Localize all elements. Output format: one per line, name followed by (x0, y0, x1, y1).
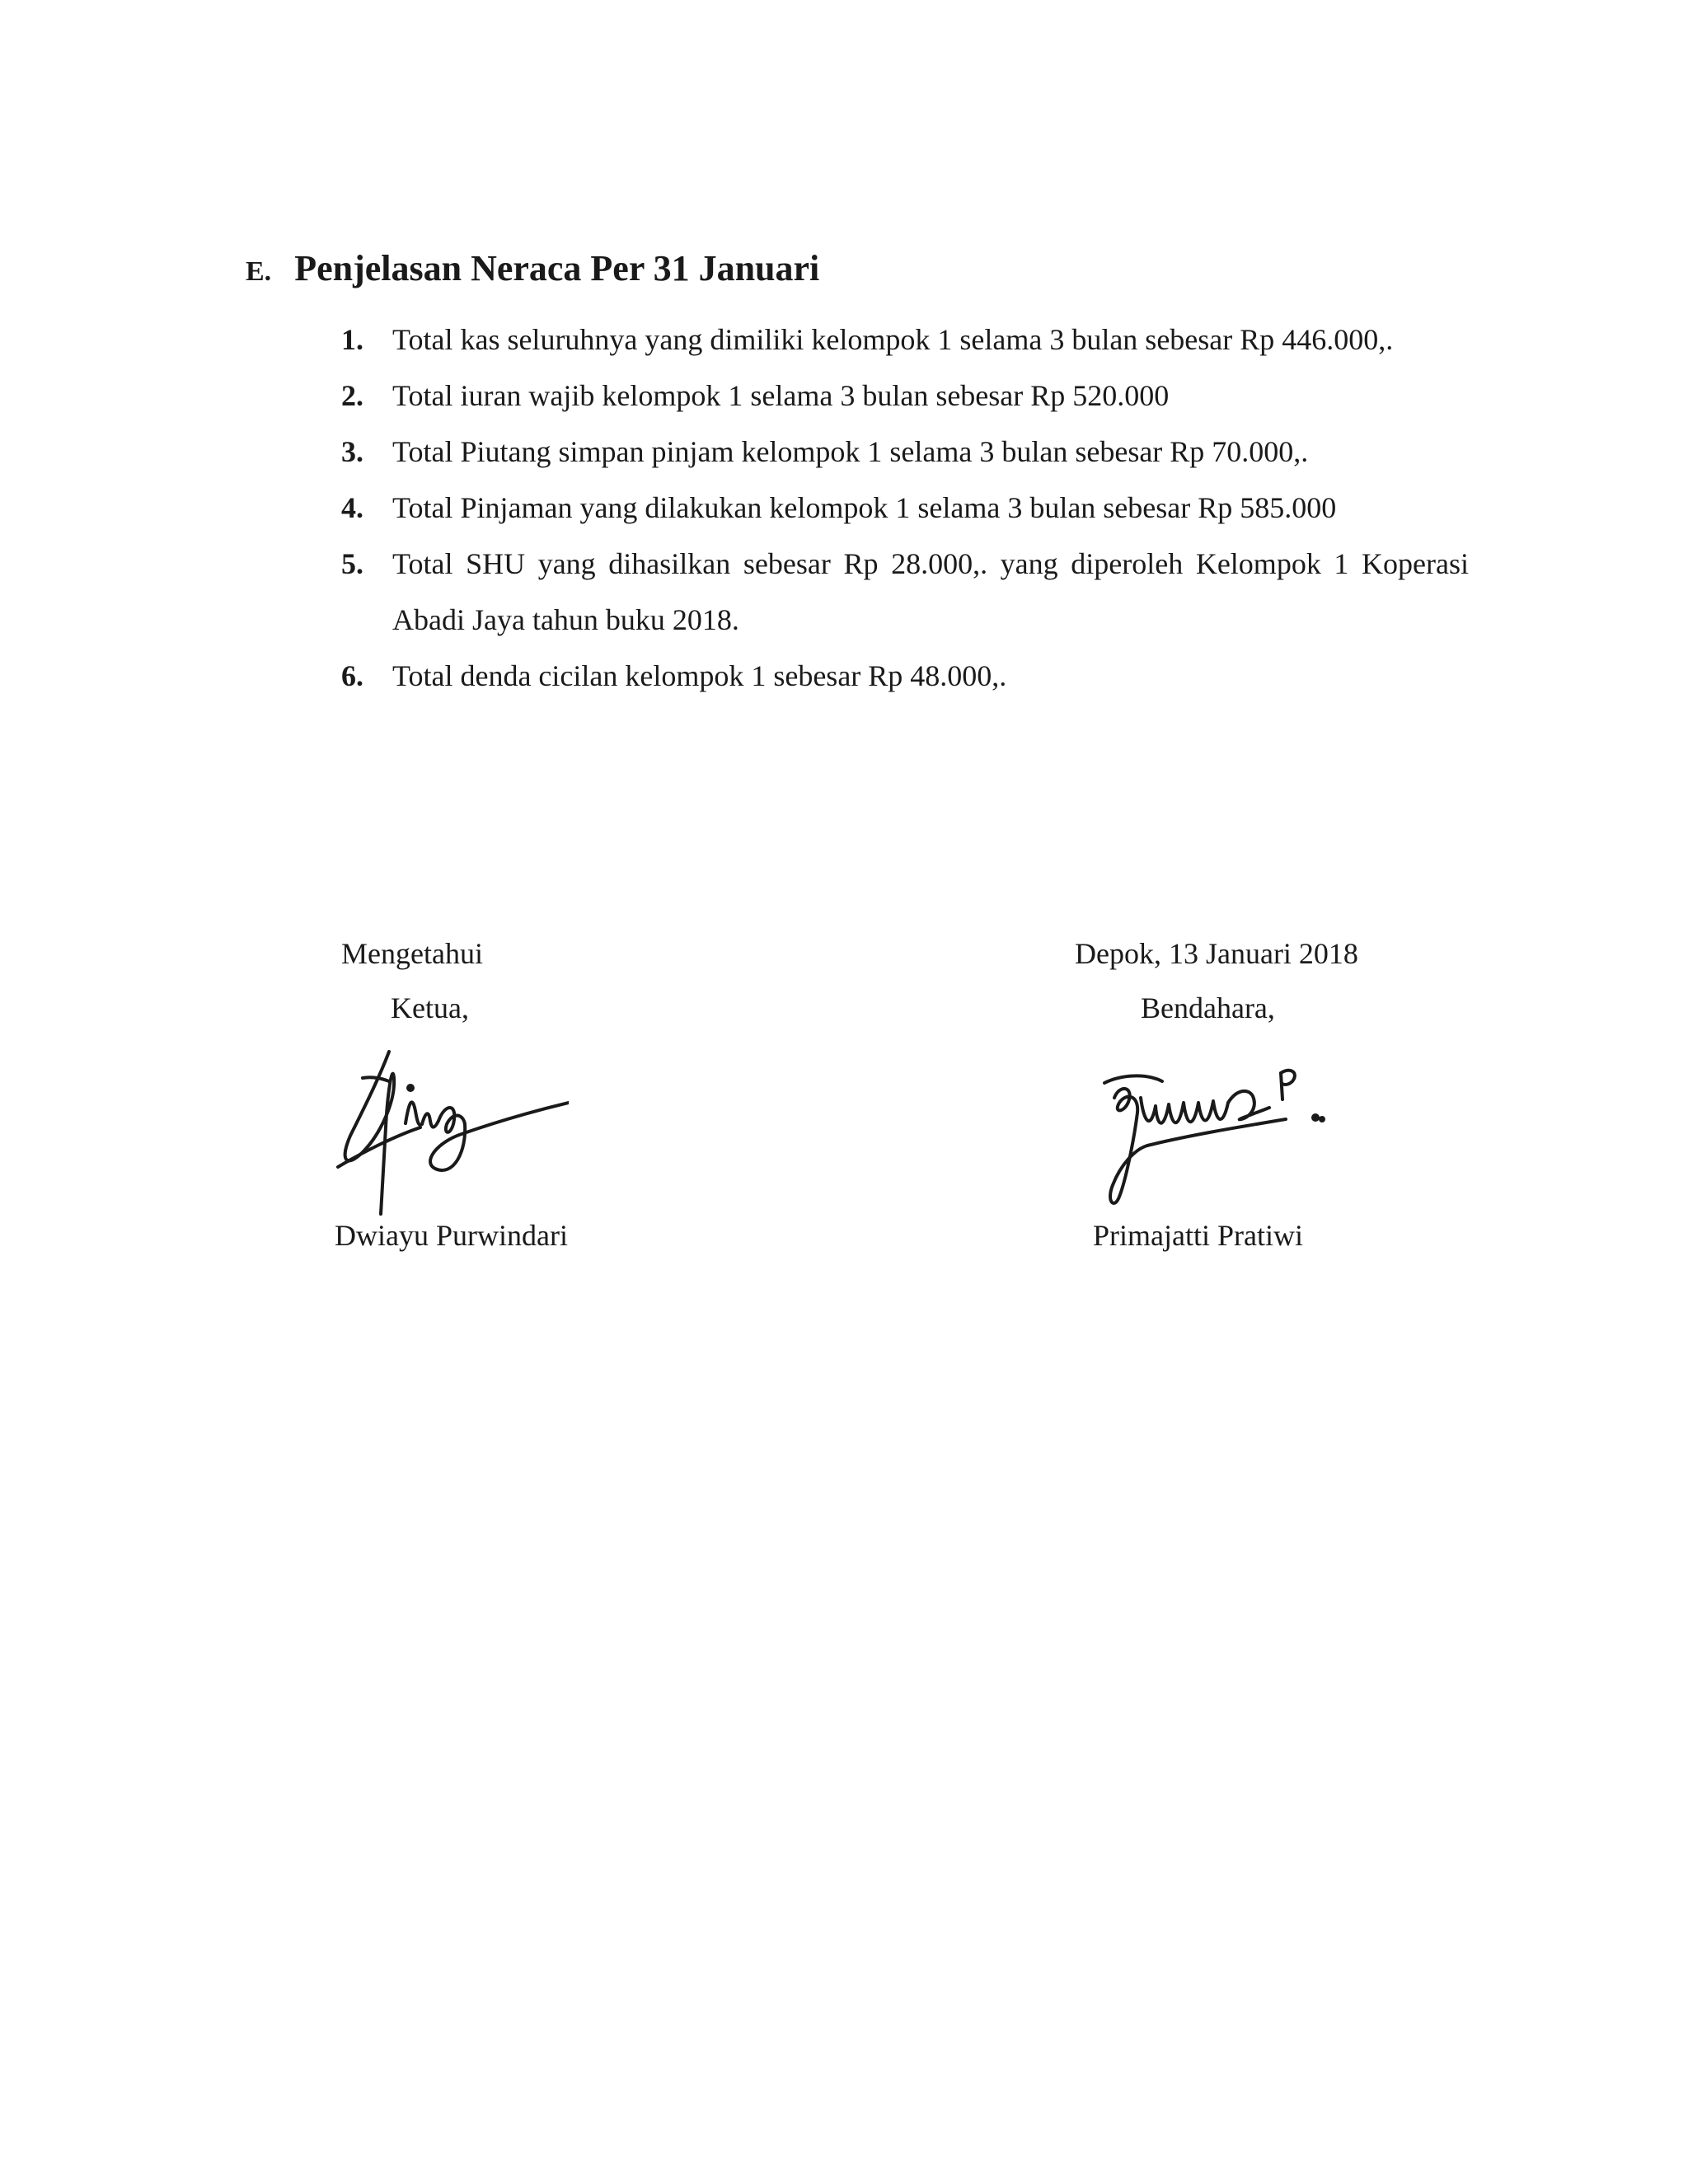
right-sign-place-date: Depok, 13 Januari 2018 (1075, 937, 1358, 970)
list-item-number: 1. (341, 323, 363, 356)
list-item-3 (341, 424, 1469, 480)
list-item-text: Total denda cicilan kelompok 1 sebesar Rp 48.000,. (392, 659, 1007, 692)
list-item-5 (341, 536, 1469, 648)
ketua-signature (330, 1045, 569, 1218)
list-item-text: Total kas seluruhnya yang dimiliki kelompok 1 selama 3 bulan sebesar Rp 446.000,. (392, 323, 1394, 356)
list-item-text: Total iuran wajib kelompok 1 selama 3 bulan sebesar Rp 520.000 (392, 379, 1170, 412)
list-item-number: 2. (341, 379, 363, 412)
list-item-6 (341, 648, 1469, 704)
list-item-2 (341, 368, 1469, 424)
list-item-text: Total SHU yang dihasilkan sebesar Rp 28.000,. yang diperoleh Kelompok 1 Koperasi Abadi Jaya tahun buku 2018. (392, 547, 1469, 636)
list-item-text: Total Pinjaman yang dilakukan kelompok 1 selama 3 bulan sebesar Rp 585.000 (392, 491, 1337, 524)
list-item-4 (341, 480, 1469, 536)
section-title: Penjelasan Neraca Per 31 Januari (294, 248, 820, 288)
section-heading (246, 247, 819, 289)
list-item-number: 6. (341, 659, 363, 692)
right-sign-name: Primajatti Pratiwi (1093, 1219, 1303, 1252)
bendahara-signature (1096, 1048, 1343, 1213)
list-item-number: 3. (341, 435, 363, 468)
left-sign-name: Dwiayu Purwindari (335, 1219, 568, 1252)
section-letter: E. (246, 256, 272, 287)
explanation-list (341, 312, 1469, 704)
list-item-text: Total Piutang simpan pinjam kelompok 1 selama 3 bulan sebesar Rp 70.000,. (392, 435, 1309, 468)
left-sign-header: Mengetahui (341, 937, 483, 970)
list-item-number: 5. (341, 547, 363, 580)
left-sign-role: Ketua, (391, 991, 469, 1024)
list-item-number: 4. (341, 491, 363, 524)
list-item-1 (341, 312, 1469, 368)
right-sign-role: Bendahara, (1141, 991, 1275, 1024)
